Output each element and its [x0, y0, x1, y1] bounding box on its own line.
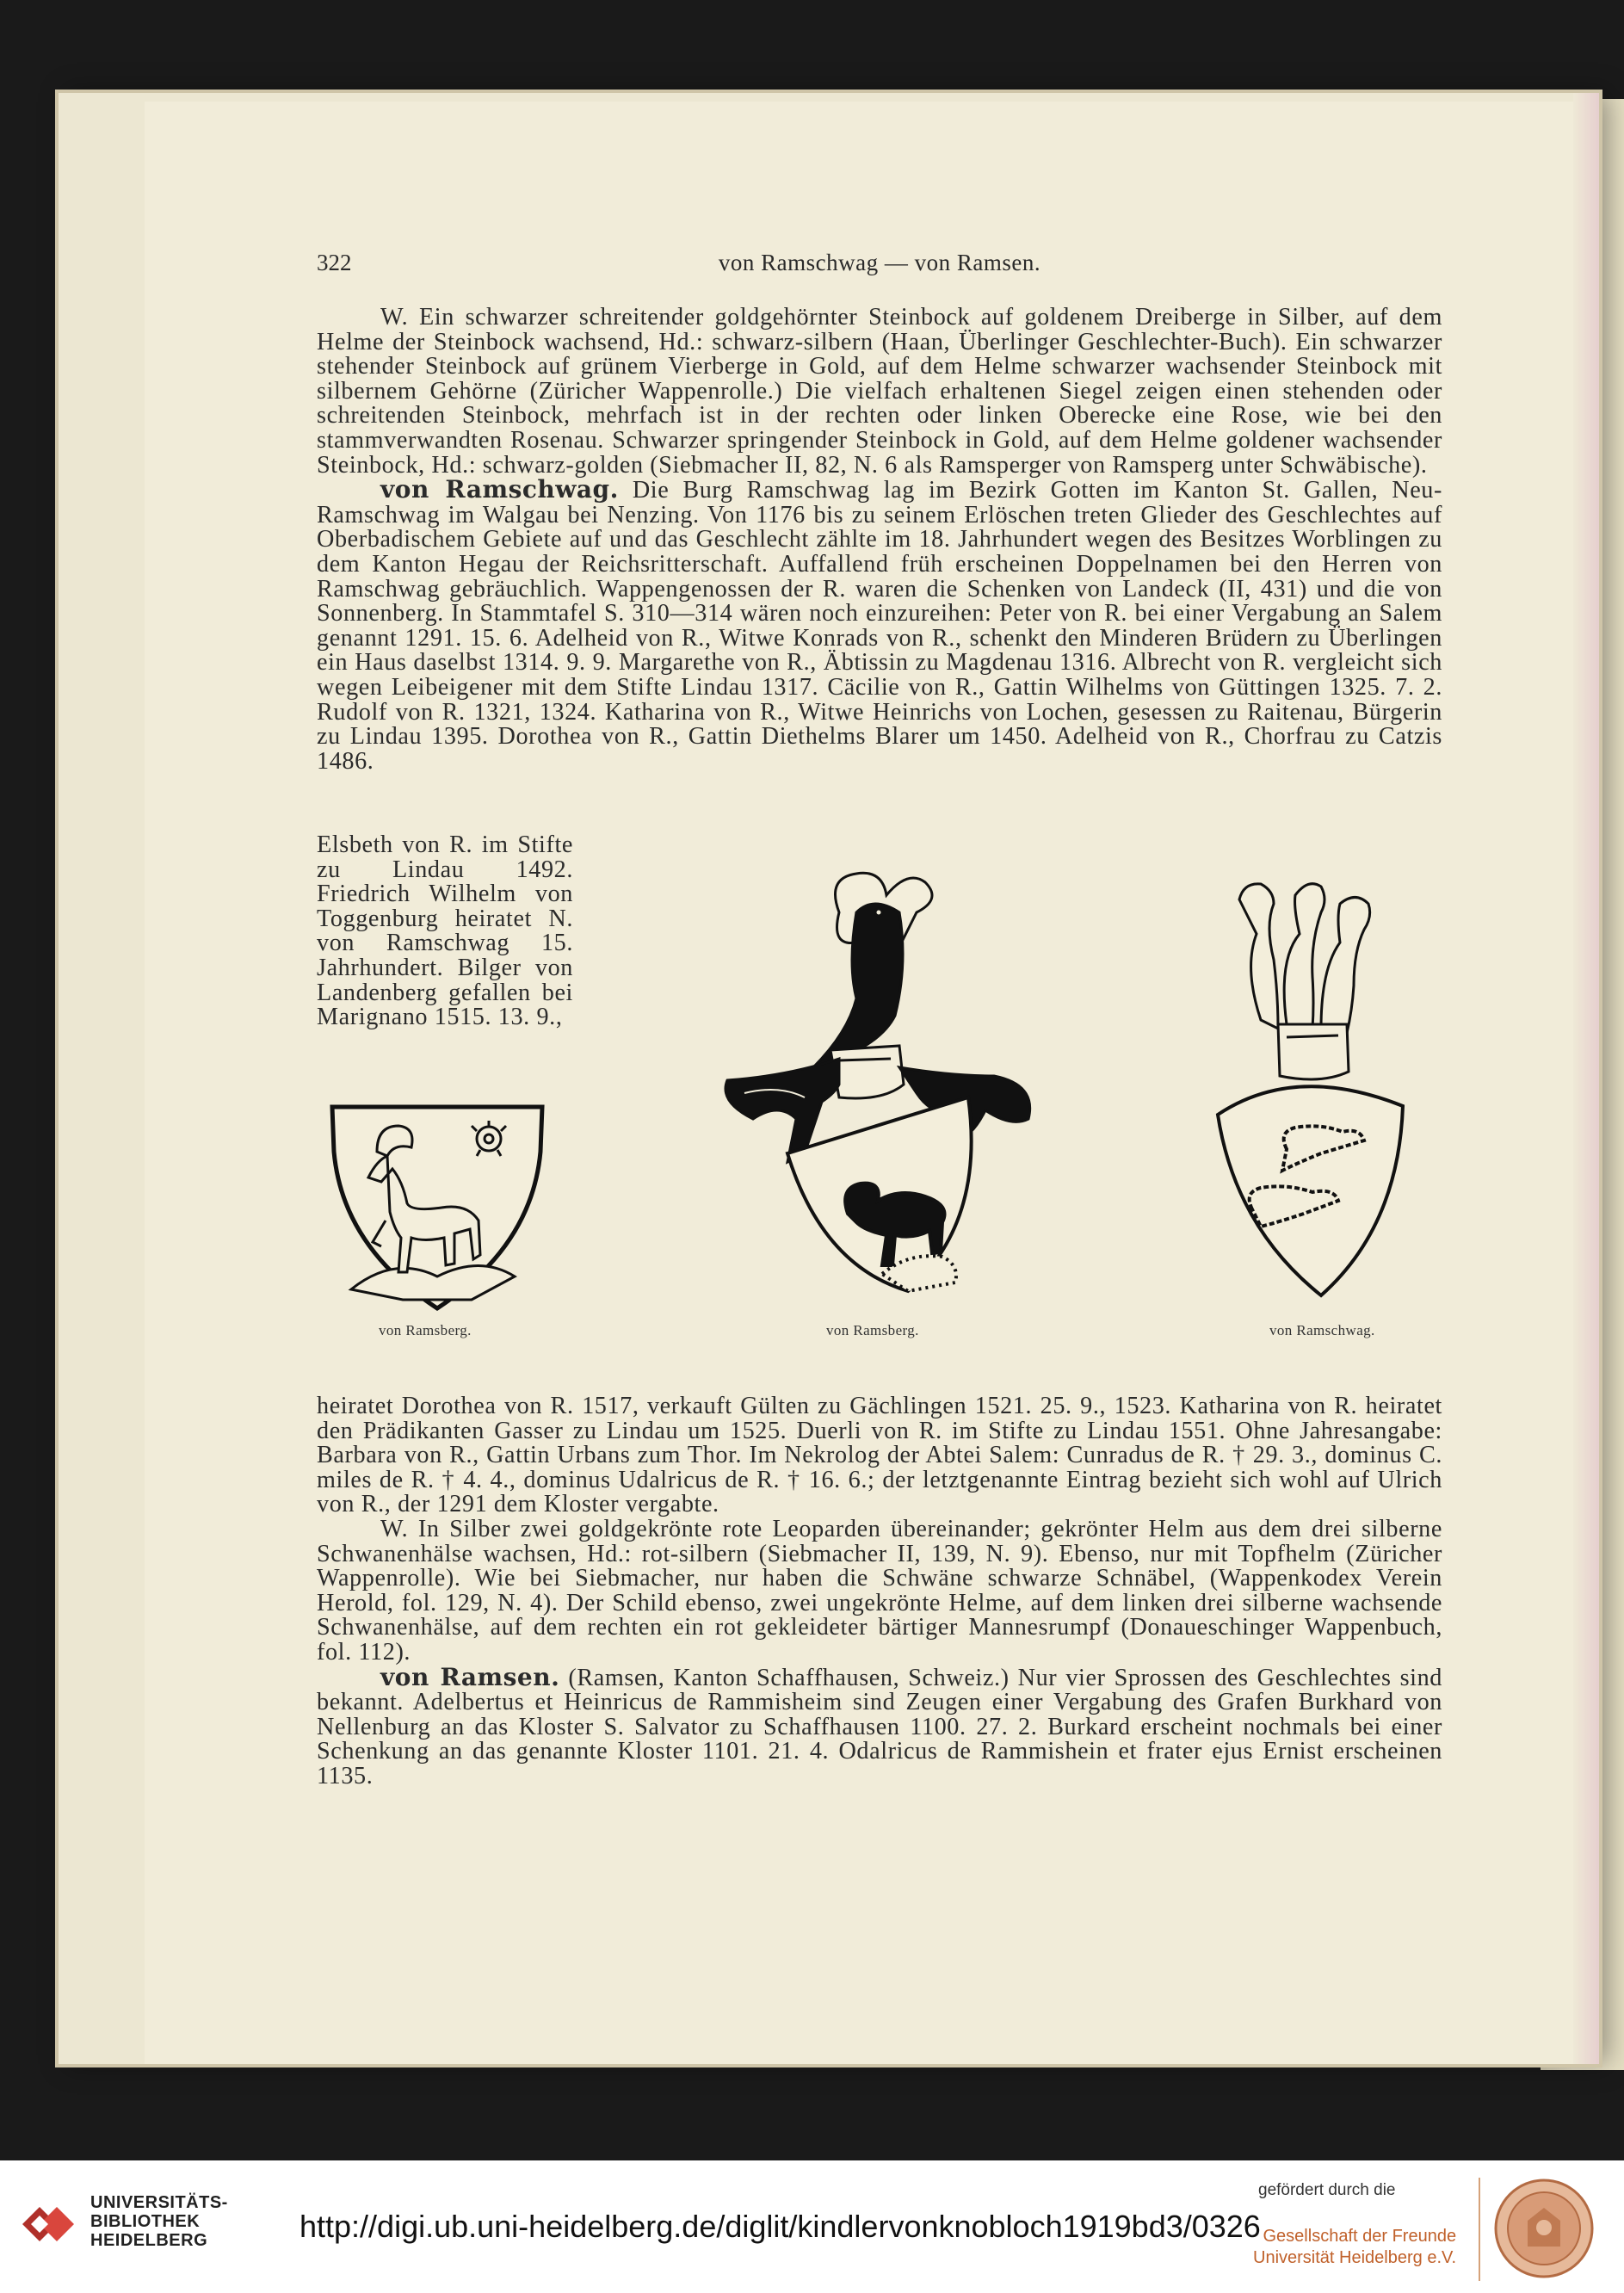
caption-ramsberg-2: von Ramsberg.: [826, 1322, 919, 1338]
paragraph-wappen-ramschwag: W. In Silber zwei goldgekrönte rote Leoparden übereinander; gekrönter Helm aus dem drei silberne Schwanenhälse wachsen, Hd.: rot-silbern (Siebmacher II, 139, N. 9). Ebenso, nur mit Topfhelm (Züricher Wappenrolle). Wie bei Siebmacher, nur haben die Schwäne schwarze Schnäbel, (Wappenkodex Verein Herold, fol. 129, N. 4). Der Schild ebenso, zwei ungekrönte Helme, auf dem linken drei silberne wachsende Schwanenhälse, auf dem rechten ein rot gekleideter bärtiger Mannesrumpf (Donaueschinger Wappenbuch, fol. 112).: [317, 1515, 1442, 1666]
library-line: BIBLIOTHEK: [90, 2212, 201, 2231]
lemma-ramsen: von Ramsen.: [380, 1662, 560, 1691]
university-library-logo-icon: [14, 2190, 83, 2259]
paragraph-wappen-ramsberg: W. Ein schwarzer schreitender goldgehörnter Steinbock auf goldenem Dreiberge in Silber, auf dem Helme der Steinbock wachsend, Hd.: schwarz-silbern (Haan, Überlinger Geschlechter-Buch). Ein schwarzer stehender Steinbock auf grünem Vierberge in Gold, auf dem Helme schwarzer wachsender Steinbock mit silbernem Gehörne (Züricher Wappenrolle.) Die vielfach erhaltenen Siegel zeigen einen stehenden oder schreitenden Steinbock, mehrfach ist in der rechten oder linken Oberecke eine Rose, wie bei den stammverwandten Rosenau. Schwarzer springender Steinbock in Gold, auf dem Helme goldener wachsender Steinbock, Hd.: schwarz-golden (Siebmacher II, 82, N. 6 als Ramsperger von Ramsperg unter Schwäbische).: [317, 304, 1442, 479]
caption-ramsberg-1: von Ramsberg.: [379, 1322, 472, 1338]
library-name: [90, 2193, 228, 2250]
page-edge: [1573, 93, 1599, 2064]
coat-of-arms-ramschwag: [1192, 865, 1420, 1313]
footer-divider: [1479, 2178, 1480, 2281]
shield-leopards: [1218, 1086, 1403, 1295]
crowned-helm: [1278, 1024, 1349, 1079]
ibex-crest: [813, 873, 932, 1067]
swan-necks-crest: [1239, 884, 1370, 1033]
university-seal-icon: [1493, 2178, 1595, 2279]
text-block-top: [317, 306, 1442, 774]
sponsor-name: [1253, 2226, 1456, 2269]
paragraph-continuation: heiratet Dorothea von R. 1517, verkauft Gülten zu Gächlingen 1521. 25. 9., 1523. Katharina von R. heiratet den Prädikanten Gasser zu Lindau um 1525. Duerli von R. im Stifte zu Lindau 1551. Ohne Jahresangabe: Barbara von R., Gattin Urbans zum Thor. Im Nekrolog der Abtei Salem: Cunradus de R. † 29. 3., dominus C. miles de R. † 4. 4., dominus Udalricus de R. † 16. 6.; der letztgenannte Eintrag bezieht sich wohl auf Ulrich von R., der 1291 dem Kloster vergabte.: [317, 1393, 1442, 1518]
paragraph-ramschwag-text: Die Burg Ramschwag lag im Bezirk Gotten im Kanton St. Gallen, Neu-Ramschwag im Walgau bei Nenzing. Von 1176 bis zu seinem Erlöschen treten Glieder des Geschlechtes auf Oberbadischem Gebiete auf und das Geschlecht zählte im 18. Jahrhundert wegen des Besitzes Worblingen zu dem Kanton Hegau der Reichsritterschaft. Auffallend früh erscheinen Doppelnamen bei den Herren von Ramschwag gebräuchlich. Wappengenossen der R. waren die Schenken von Landeck (II, 431) und die von Sonnenberg. In Stammtafel S. 310—314 wären noch einzureihen: Peter von R. bei einer Vergabung an Salem genannt 1291. 15. 6. Adelheid von R., Witwe Konrads von R., schenkt den Minderen Brüdern zu Überlingen ein Haus daselbst 1314. 9. 9. Margarethe von R., Äbtissin zu Magdenau 1316. Albrecht von R. vergleicht sich wegen Leibeigener mit dem Stifte Lindau 1317. Cäcilie von R., Gattin Wilhelms von Güttingen 1325. 7. 2. Rudolf von R. 1321, 1324. Katharina von R., Witwe Heinrichs von Lochen, gesessen zu Raitenau, Bürgerin zu Lindau 1395. Dorothea von R., Gattin Diethelms Blarer um 1450. Adelheid von R., Chorfrau zu Catzis 1486.: [317, 477, 1442, 775]
text-block-bottom: [317, 1394, 1442, 1789]
sponsor-line: Gesellschaft der Freunde: [1263, 2227, 1457, 2246]
running-head: von Ramschwag — von Ramsen.: [718, 250, 1041, 275]
paragraph-ramsen-text: (Ramsen, Kanton Schaffhausen, Schweiz.) Nur vier Sprossen des Geschlechtes sind bekannt. Adelbertus et Heinricus de Rammisheim sind Zeugen einer Vergabung des Grafen Burkhard von Nellenburg an das Kloster S. Salvator zu Schaffhausen 1100. 27. 2. Burkard erscheint nochmals bei einer Schenkung an das genannte Kloster 1101. 21. 4. Odalricus de Rammishein et frater ejus Ernist erscheinen 1135.: [317, 1664, 1442, 1789]
paragraph-ramsen: [317, 1662, 1442, 1789]
viewer-footer: [0, 2160, 1624, 2293]
coat-of-arms-ramsberg-shield: [325, 1100, 549, 1315]
library-line: HEIDELBERG: [90, 2231, 208, 2250]
running-header: [317, 250, 1442, 284]
helm: [831, 1046, 904, 1098]
lemma-ramschwag: von Ramschwag.: [380, 475, 619, 504]
page-number: 322: [317, 250, 352, 275]
sponsor-label: gefördert durch die: [1258, 2181, 1396, 2199]
library-line: UNIVERSITÄTS-: [90, 2193, 228, 2212]
paragraph-ramschwag: [317, 475, 1442, 775]
permalink-url[interactable]: http://digi.ub.uni-heidelberg.de/diglit/kindlervonknobloch1919bd3/0326: [299, 2209, 1261, 2244]
coat-of-arms-ramsberg-helm: [710, 861, 1054, 1308]
sponsor-line: Universität Heidelberg e.V.: [1253, 2248, 1457, 2267]
narrow-column-text: Elsbeth von R. im Stifte zu Lindau 1492. Friedrich Wilhelm von Toggenburg heiratet N. von Ramschwag 15. Jahrhundert. Bilger von Landenberg gefallen bei Marignano 1515. 13. 9.,: [317, 831, 573, 1031]
shield-ibex: [787, 1097, 972, 1291]
caption-ramschwag: von Ramschwag.: [1269, 1322, 1375, 1338]
